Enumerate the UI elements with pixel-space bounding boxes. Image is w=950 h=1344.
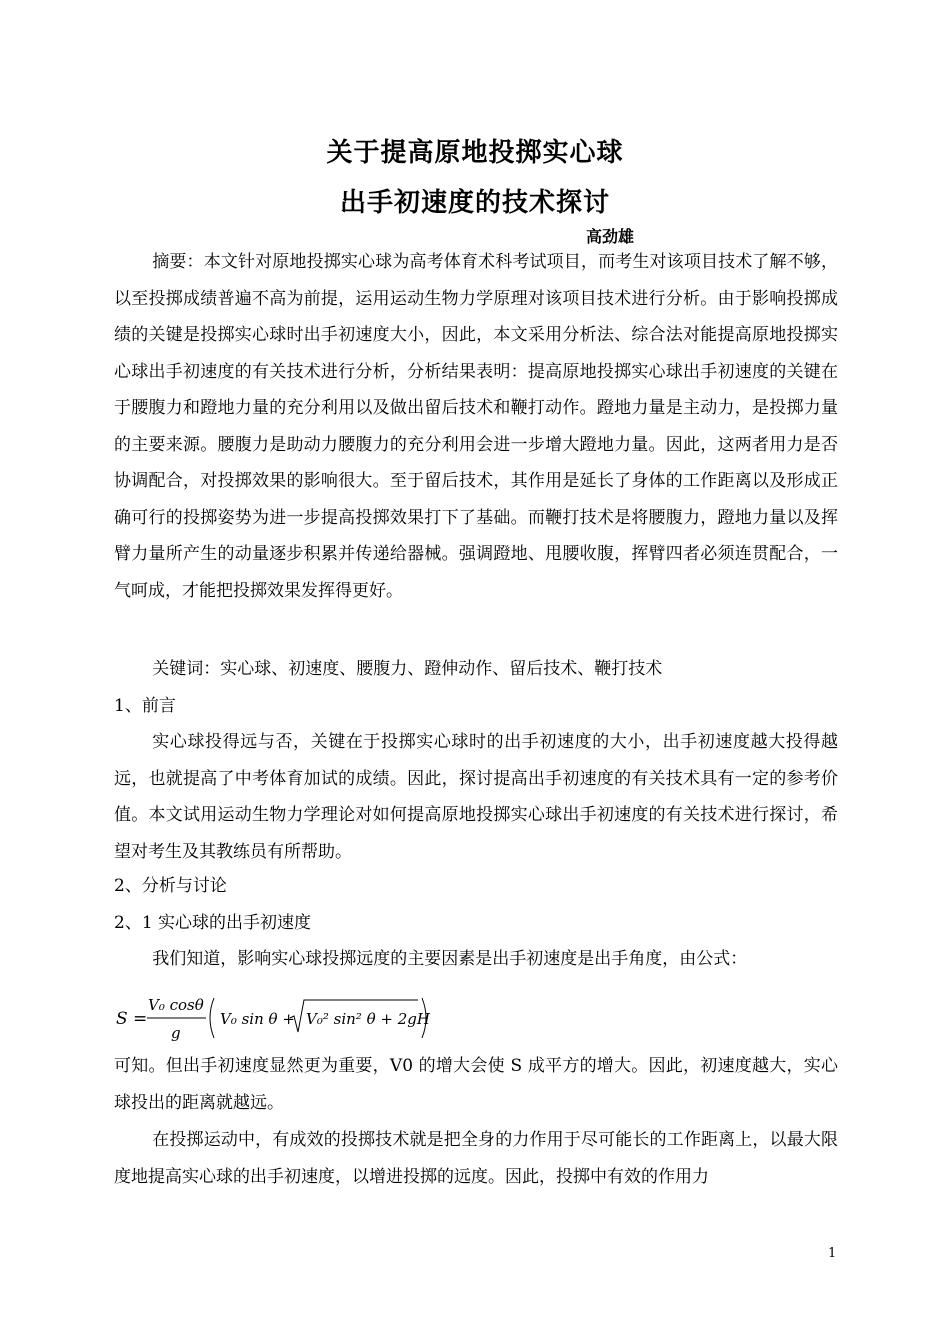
formula-denominator: g	[171, 1024, 181, 1042]
distance-formula	[116, 992, 446, 1049]
introduction-paragraph: 实心球投得远与否，关键在于投掷实心球时的出手初速度的大小，出手初速度越大投得越远，也就提高了中考体育加试的成绩。因此，探讨提高出手初速度的有关技术具有一定的参考价值。本文试用运动生物力学理论对如何提高原地投掷实心球出手初速度的有关技术进行探讨，希望对考生及其教练员有所帮助。	[114, 732, 838, 862]
formula-graphic	[116, 992, 446, 1044]
formula-lhs: S =	[116, 1009, 148, 1029]
formula-sqrt-inner: V₀² sin² θ + 2gH	[306, 1010, 430, 1028]
formula-term-1: V₀ sin θ +	[220, 1010, 295, 1028]
throwing-technique-paragraph: 在投掷运动中，有成效的投掷技术就是把全身的力作用于尽可能长的工作距离上，以最大限度地提高实心球的出手初速度，以增进投掷的远度。因此，投掷中有效的作用力	[114, 1130, 838, 1187]
after-formula-paragraph: 可知。但出手初速度显然更为重要，V0 的增大会使 S 成平方的增大。因此，初速度越大，实心球投出的距离就越远。	[114, 1056, 838, 1113]
title-line-2: 出手初速度的技术探讨	[339, 188, 610, 218]
formula-numerator: V₀ cosθ	[148, 996, 204, 1014]
section-heading-introduction: 1、前言	[114, 696, 176, 716]
subsection-heading-velocity: 2、1 实心球的出手初速度	[114, 913, 312, 933]
keywords-line: 关键词：实心球、初速度、腰腹力、蹬伸动作、留后技术、鞭打技术	[152, 659, 663, 679]
author-name: 高劲雄	[586, 227, 635, 246]
abstract-paragraph: 摘要：本文针对原地投掷实心球为高考体育术科考试项目，而考生对该项目技术了解不够，以至投掷成绩普遍不高为前提，运用运动生物力学原理对该项目技术进行分析。由于影响投掷成绩的关键是投掷实心球时出手初速度大小，因此，本文采用分析法、综合法对能提高原地投掷实心球出手初速度的有关技术进行分析，分析结果表明：提高原地投掷实心球出手初速度的关键在于腰腹力和蹬地力量的充分利用以及做出留后技术和鞭打动作。蹬地力量是主动力，是投掷力量的主要来源。腰腹力是助动力腰腹力的充分利用会进一步增大蹬地力量。因此，这两者用力是否协调配合，对投掷效果的影响很大。至于留后技术，其作用是延长了身体的工作距离以及形成正确可行的投掷姿势为进一步提高投掷效果打下了基础。而鞭打技术是将腰腹力，蹬地力量以及挥臂力量所产生的动量逐步积累并传递给器械。强调蹬地、甩腰收腹，挥臂四者必须连贯配合，一气呵成，才能把投掷效果发挥得更好。	[114, 252, 838, 601]
left-paren	[210, 998, 214, 1038]
section-heading-analysis: 2、分析与讨论	[114, 876, 227, 896]
formula-lead-paragraph: 我们知道，影响实心球投掷远度的主要因素是出手初速度是出手角度，由公式：	[152, 949, 748, 969]
title-line-1: 关于提高原地投掷实心球	[326, 138, 624, 168]
page-number: 1	[828, 1246, 837, 1261]
